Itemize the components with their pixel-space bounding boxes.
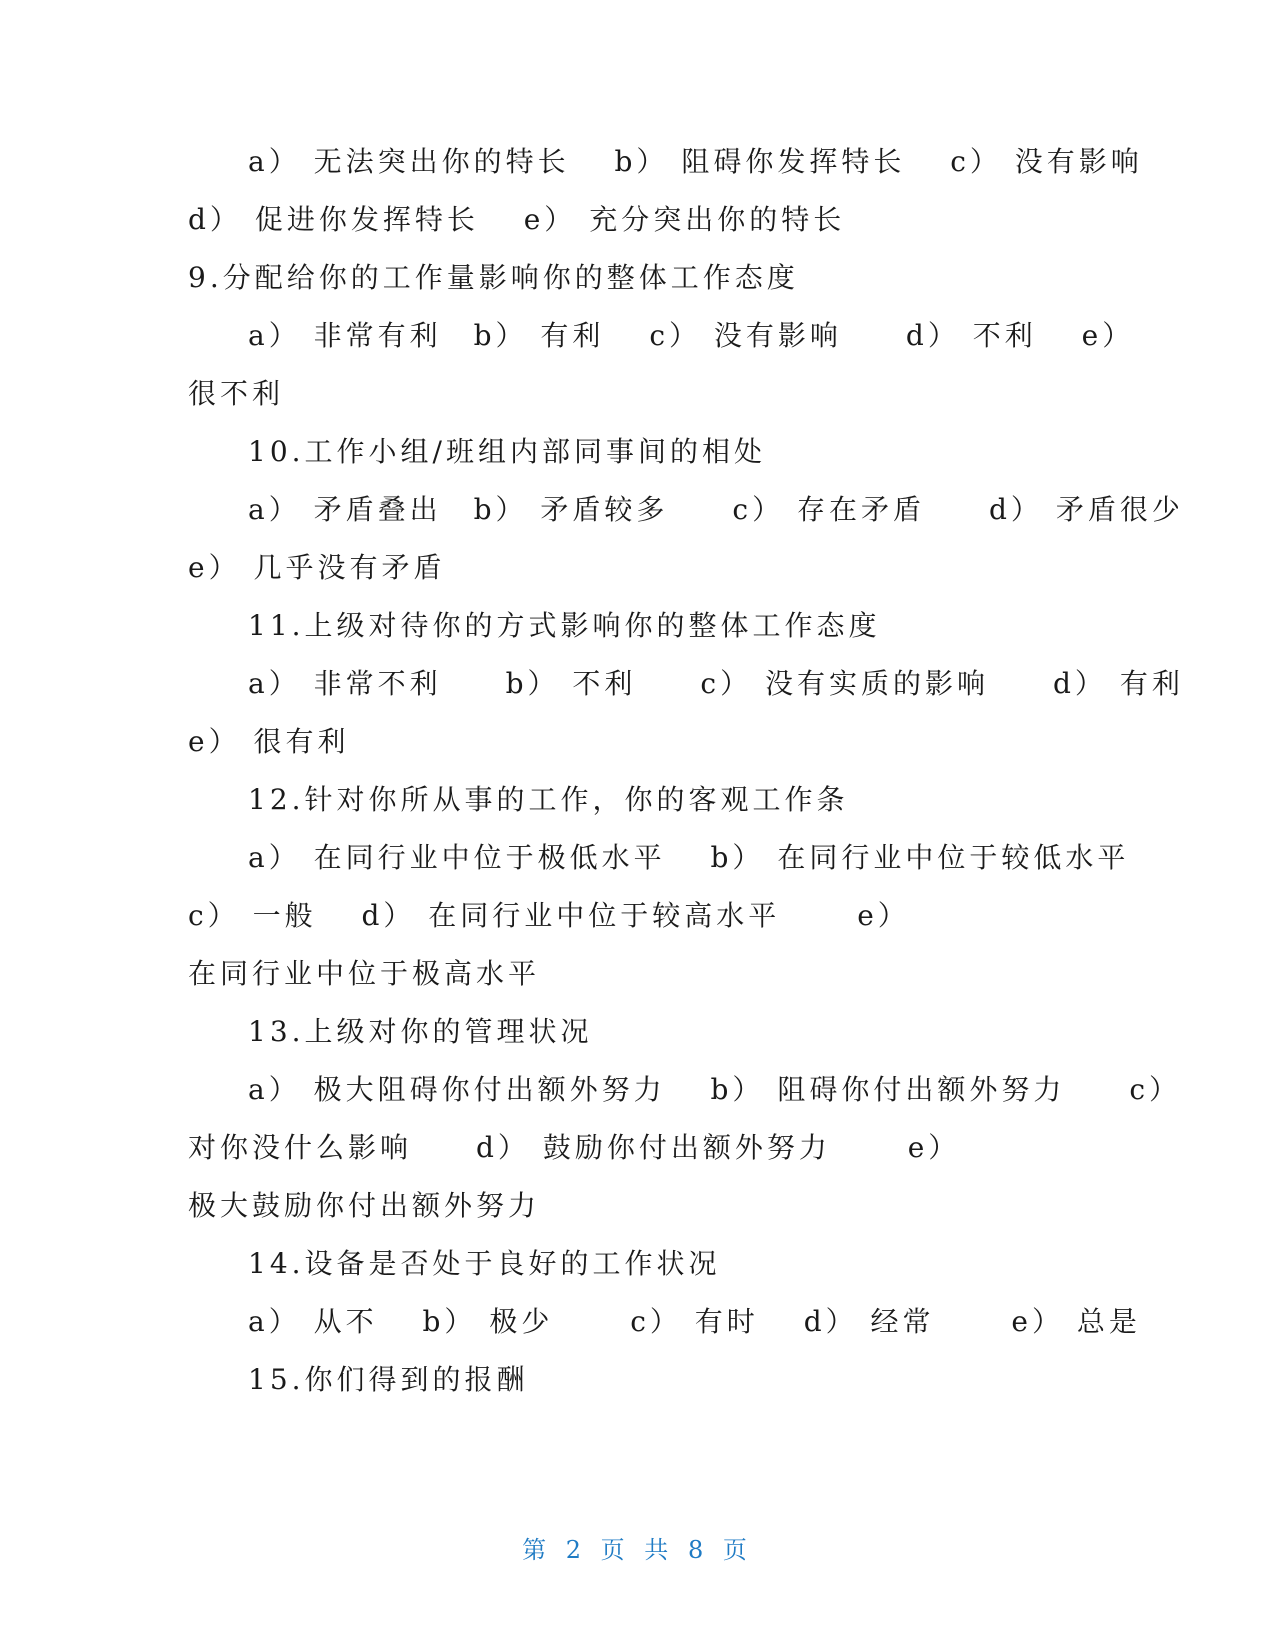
option-line-q10-a-d: a） 矛盾叠出 b） 矛盾较多 c） 存在矛盾 d） 矛盾很少 [248, 493, 1184, 526]
option-line-q9-e-text: 很不利 [188, 377, 285, 410]
page-number-footer: 第 2 页 共 8 页 [522, 1536, 753, 1564]
question-13: 13.上级对你的管理状况 [248, 1015, 593, 1048]
question-11: 11.上级对待你的方式影响你的整体工作态度 [248, 609, 881, 642]
option-line-q13-c-e: 对你没什么影响 d） 鼓励你付出额外努力 e） [188, 1131, 961, 1164]
option-line-q10-e: e） 几乎没有矛盾 [188, 551, 446, 584]
option-line-q8-a-c: a） 无法突出你的特长 b） 阻碍你发挥特长 c） 没有影响 [248, 145, 1143, 178]
question-9: 9.分配给你的工作量影响你的整体工作态度 [188, 261, 799, 294]
question-10: 10.工作小组/班组内部同事间的相处 [248, 435, 766, 468]
option-line-q12-a-b: a） 在同行业中位于极低水平 b） 在同行业中位于较低水平 [248, 841, 1130, 874]
option-line-q9-a-e: a） 非常有利 b） 有利 c） 没有影响 d） 不利 e） [248, 319, 1135, 352]
option-line-q12-c-e: c） 一般 d） 在同行业中位于较高水平 e） [188, 899, 910, 932]
option-line-q13-e-text: 极大鼓励你付出额外努力 [188, 1189, 541, 1222]
question-15: 15.你们得到的报酬 [248, 1363, 529, 1396]
option-line-q11-e: e） 很有利 [188, 725, 350, 758]
question-14: 14.设备是否处于良好的工作状况 [248, 1247, 721, 1280]
question-12: 12.针对你所从事的工作，你的客观工作条 [248, 783, 849, 816]
option-line-q11-a-d: a） 非常不利 b） 不利 c） 没有实质的影响 d） 有利 [248, 667, 1184, 700]
option-line-q14-a-e: a） 从不 b） 极少 c） 有时 d） 经常 e） 总是 [248, 1305, 1141, 1338]
option-line-q12-e-text: 在同行业中位于极高水平 [188, 957, 541, 990]
option-line-q13-a-c: a） 极大阻碍你付出额外努力 b） 阻碍你付出额外努力 c） [248, 1073, 1182, 1106]
option-line-q8-d-e: d） 促进你发挥特长 e） 充分突出你的特长 [188, 203, 846, 236]
